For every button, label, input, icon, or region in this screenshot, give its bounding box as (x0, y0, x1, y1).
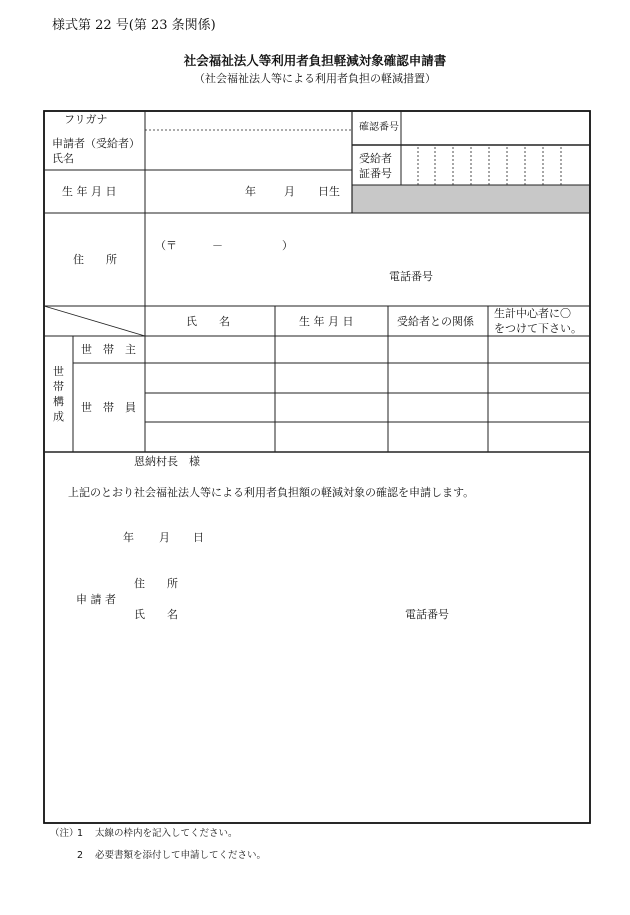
confirm-number-input[interactable] (403, 113, 589, 144)
household-member-name-cell[interactable] (146, 423, 274, 451)
form-subtitle: （社会福祉法人等による利用者負担の軽減措置） (194, 72, 436, 85)
dob-day-label: 日生 (318, 185, 340, 198)
household-header-center-2: をつけて下さい。 (494, 322, 582, 335)
form-number: 様式第 22 号(第 23 条関係) (52, 18, 216, 33)
declaration-applicant-label: 申 請 者 (76, 593, 116, 606)
address-label: 住 所 (73, 253, 117, 266)
addressee: 恩納村長 様 (134, 455, 200, 468)
household-member-name-cell[interactable] (146, 364, 274, 392)
household-member-label: 世 帯 員 (81, 401, 136, 414)
address-input[interactable] (147, 215, 589, 305)
postal-dash: － (212, 239, 223, 252)
declaration-phone-label: 電話番号 (405, 608, 449, 621)
cert-number-input[interactable] (403, 147, 589, 184)
applicant-name-label-2: 氏名 (52, 152, 74, 165)
household-head-name-cell[interactable] (146, 337, 274, 362)
household-header-name: 氏 名 (186, 315, 230, 328)
postal-open: （〒 (155, 239, 177, 252)
section-label-char: 帯 (53, 380, 64, 393)
furigana-input[interactable] (147, 112, 351, 129)
note-text: 必要書類を添付して申請してください。 (95, 850, 267, 861)
household-header-dob: 生 年 月 日 (299, 315, 354, 328)
declaration-month: 月 (159, 531, 170, 544)
household-head-dob-cell[interactable] (276, 337, 387, 362)
cert-number-label-1: 受給者 (359, 152, 392, 165)
declaration-statement: 上記のとおり社会福祉法人等による利用者負担額の軽減対象の確認を申請します。 (68, 486, 475, 499)
declaration-year: 年 (123, 531, 134, 544)
postal-close: ） (282, 239, 293, 252)
note-text: 太線の枠内を記入してください。 (95, 828, 238, 839)
dob-label: 生 年 月 日 (62, 185, 117, 198)
household-member-name-cell[interactable] (146, 394, 274, 421)
note-number: 1 (77, 828, 84, 839)
section-label-char: 構 (53, 395, 64, 408)
confirm-number-label: 確認番号 (359, 122, 399, 133)
household-head-center-cell[interactable] (489, 337, 589, 362)
furigana-label: フリガナ (64, 113, 108, 126)
household-head-relation-cell[interactable] (389, 337, 487, 362)
address-phone-label: 電話番号 (389, 270, 433, 283)
note-number: 2 (77, 850, 84, 861)
declaration-day: 日 (193, 531, 204, 544)
notes-prefix: （注） (50, 828, 79, 839)
applicant-name-input[interactable] (147, 132, 351, 169)
declaration-address-label: 住 所 (134, 577, 178, 590)
dob-month-label: 月 (284, 185, 295, 198)
header-diagonal (44, 306, 145, 336)
form-title: 社会福祉法人等利用者負担軽減対象確認申請書 (183, 53, 447, 68)
applicant-name-label-1: 申請者（受給者） (52, 137, 140, 150)
household-header-center-1: 生計中心者に〇 (494, 307, 571, 320)
household-head-label: 世 帯 主 (81, 343, 136, 356)
section-label-char: 成 (53, 410, 64, 423)
cert-number-label-2: 証番号 (359, 167, 392, 180)
declaration-name-label: 氏 名 (134, 608, 178, 621)
section-label-char: 世 (53, 365, 64, 378)
dob-year-label: 年 (245, 185, 256, 198)
household-header-relation: 受給者との関係 (397, 315, 474, 328)
